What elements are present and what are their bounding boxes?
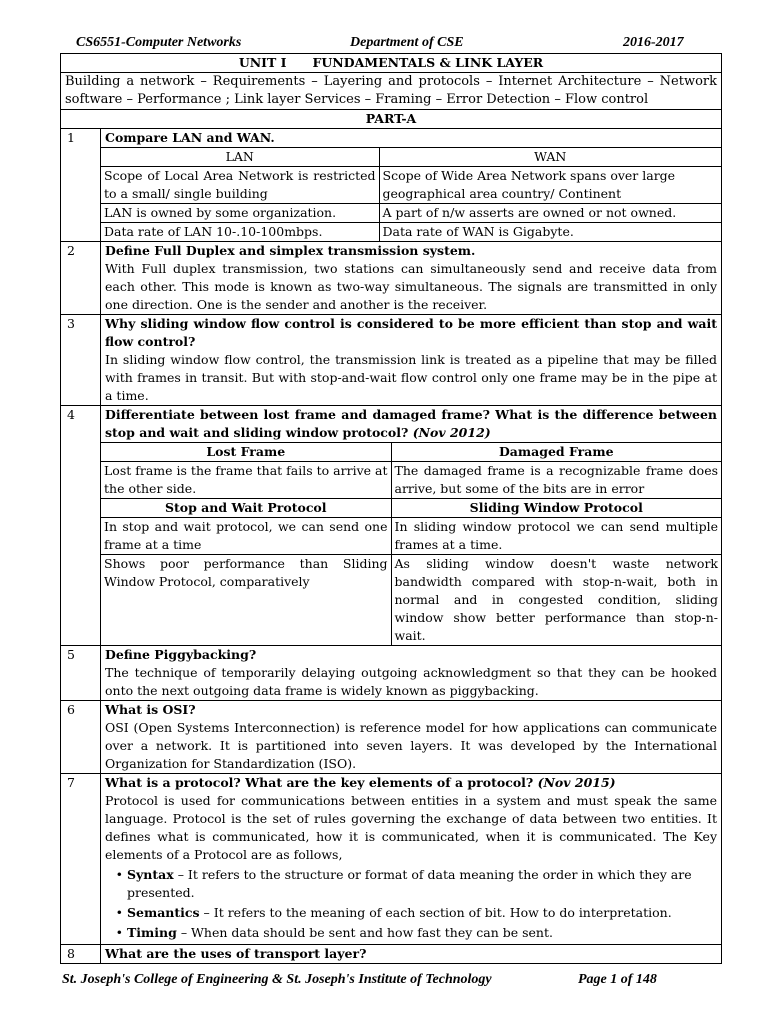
answer-text: Protocol is used for communications between entities in a system and must speak the same language. Protocol is the set of rules governing the exchange of data between two entities. It defines what is communicated, how it is communicated, when it is communicated. The Key elements of a Protocol are as follows, (105, 793, 718, 862)
unit-syllabus: Building a network – Requirements – Layering and protocols – Internet Architecture – Network software – Performance ; Link layer Services – Framing – Error Detection – Flow control (61, 73, 722, 110)
unit-title-row (61, 54, 722, 73)
question-text (101, 406, 721, 442)
column-header: Stop and Wait Protocol (101, 499, 391, 518)
table-cell: Scope of Local Area Network is restricted to a small/ single building (101, 167, 379, 204)
bullet-term: Timing (127, 925, 177, 940)
question-text: Compare LAN and WAN. (105, 130, 275, 145)
list-item (127, 866, 717, 902)
bullet-term: Semantics (127, 905, 200, 920)
exam-tag: (Nov 2015) (537, 775, 616, 790)
question-row-7 (61, 774, 722, 945)
table-cell: LAN is owned by some organization. (101, 204, 379, 223)
answer-text: The technique of temporarily delaying outgoing acknowledgment so that they can be hooked onto the next outgoing data frame is widely known as piggybacking. (105, 665, 718, 698)
syllabus-row (61, 73, 722, 110)
list-item (127, 924, 717, 942)
question-number: 7 (61, 774, 101, 945)
protocol-elements-list (105, 866, 717, 942)
question-number: 8 (61, 945, 101, 964)
question-row-8 (61, 945, 722, 964)
question-body: Differentiate between lost frame and damaged frame? What is the difference between stop and wait and sliding window protocol? (105, 407, 718, 440)
table-cell: Data rate of WAN is Gigabyte. (379, 223, 721, 242)
part-row (61, 110, 722, 129)
lan-wan-table (101, 147, 721, 241)
table-cell: Shows poor performance than Sliding Window Protocol, comparatively (101, 555, 391, 646)
answer-text: In sliding window flow control, the transmission link is treated as a pipeline that may be filled with frames in transit. But with stop-and-wait flow control only one frame may be in the pipe at a time. (105, 352, 718, 403)
table-row (101, 167, 721, 204)
bullet-text: – It refers to the meaning of each section of bit. How to do interpretation. (199, 905, 672, 920)
page-number: Page 1 of 148 (578, 972, 657, 987)
column-header: WAN (379, 148, 721, 167)
question-text (105, 774, 717, 792)
list-item (127, 904, 717, 922)
answer-text: OSI (Open Systems Interconnection) is reference model for how applications can communicate over a network. It is partitioned into seven layers. It was developed by the International Organization for Standardization (ISO). (105, 720, 718, 771)
bullet-text: – When data should be sent and how fast they can be sent. (176, 925, 553, 940)
question-row-4 (61, 406, 722, 646)
department-label: Department of CSE (350, 35, 464, 50)
exam-tag: (Nov 2012) (412, 425, 491, 440)
question-text: Define Full Duplex and simplex transmission system. (105, 243, 476, 258)
table-cell: In stop and wait protocol, we can send one frame at a time (101, 518, 391, 555)
table-cell: The damaged frame is a recognizable frame does arrive, but some of the bits are in error (391, 462, 721, 499)
question-text: What is OSI? (105, 702, 196, 717)
table-cell: Scope of Wide Area Network spans over large geographical area country/ Continent (379, 167, 721, 204)
question-row-5 (61, 646, 722, 701)
bullet-term: Syntax (127, 867, 174, 882)
unit-number: UNIT I (238, 55, 287, 70)
column-header: LAN (101, 148, 379, 167)
table-row (101, 204, 721, 223)
question-row-1 (61, 129, 722, 242)
column-header: Damaged Frame (391, 443, 721, 462)
question-bank-table (60, 53, 722, 964)
bullet-text: – It refers to the structure or format of data meaning the order in which they are presented. (127, 867, 692, 900)
table-row (101, 462, 721, 499)
question-row-3 (61, 315, 722, 406)
table-cell: As sliding window doesn't waste network bandwidth compared with stop-n-wait, both in normal and in congested condition, sliding window show better performance than stop-n-wait. (391, 555, 721, 646)
lost-damaged-table (101, 442, 721, 645)
part-heading: PART-A (61, 110, 722, 129)
question-number: 1 (61, 129, 101, 242)
academic-year: 2016-2017 (623, 35, 684, 50)
question-row-2 (61, 242, 722, 315)
question-row-6 (61, 701, 722, 774)
college-name: St. Joseph's College of Engineering & St. Joseph's Institute of Technology (62, 972, 492, 987)
question-text: Why sliding window flow control is considered to be more efficient than stop and wait flow control? (105, 316, 718, 349)
question-body: What is a protocol? What are the key elements of a protocol? (105, 775, 534, 790)
table-row (101, 223, 721, 242)
question-number: 6 (61, 701, 101, 774)
question-number: 3 (61, 315, 101, 406)
table-cell: Lost frame is the frame that fails to arrive at the other side. (101, 462, 391, 499)
question-number: 2 (61, 242, 101, 315)
column-header: Lost Frame (101, 443, 391, 462)
table-row (101, 518, 721, 555)
question-number: 5 (61, 646, 101, 701)
table-cell: Data rate of LAN 10-.10-100mbps. (101, 223, 379, 242)
question-text: Define Piggybacking? (105, 647, 257, 662)
table-row (101, 555, 721, 646)
column-header: Sliding Window Protocol (391, 499, 721, 518)
question-text: What are the uses of transport layer? (105, 946, 367, 961)
course-title: CS6551-Computer Networks (76, 35, 242, 50)
page-footer (0, 972, 768, 990)
table-cell: In sliding window protocol we can send multiple frames at a time. (391, 518, 721, 555)
question-number: 4 (61, 406, 101, 646)
answer-text: With Full duplex transmission, two stations can simultaneously send and receive data from each other. This mode is known as two-way simultaneous. The signals are transmitted in only one direction. One is the sender and another is the receiver. (105, 261, 718, 312)
table-cell: A part of n/w asserts are owned or not owned. (379, 204, 721, 223)
page-header (0, 35, 768, 53)
unit-title: FUNDAMENTALS & LINK LAYER (312, 55, 544, 70)
